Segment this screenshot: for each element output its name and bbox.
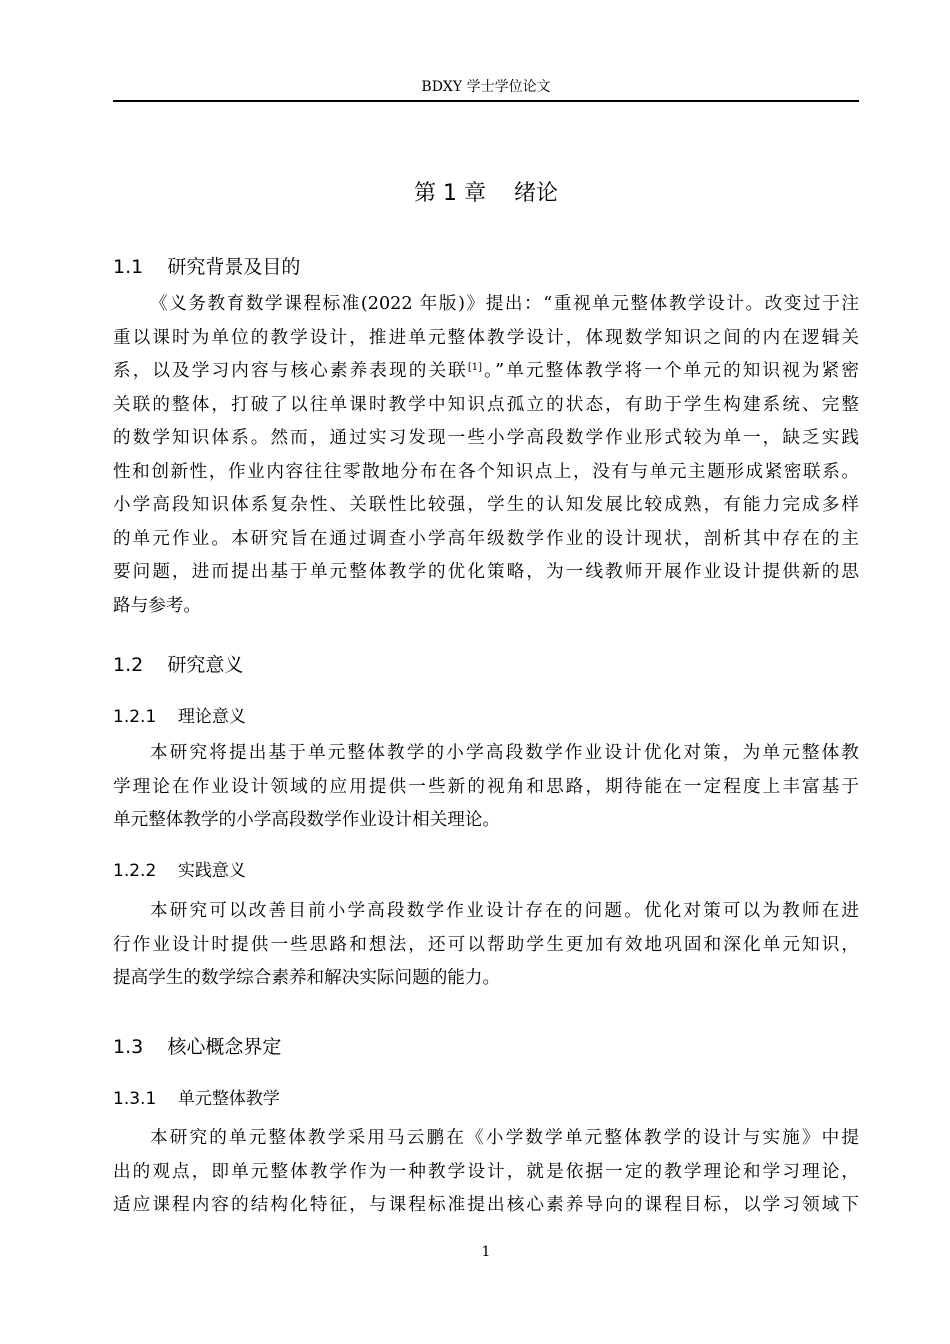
text-line: 性和创新性，作业内容往往零散地分布在各个知识点上，没有与单元主题形成紧密联系。 [113,461,859,482]
text-line: 小学高段知识体系复杂性、关联性比较强，学生的认知发展比较成熟，有能力完成多样 [113,495,859,515]
text-line: 提高学生的数学综合素养和解决实际问题的能力。 [113,968,501,988]
text-line: 要问题，进而提出基于单元整体教学的优化策略，为一线教师开展作业设计提供新的思 [113,562,859,582]
text-line: 的单元作业。本研究旨在通过调查小学高年级数学作业的设计现状，剖析其中存在的主 [113,528,859,549]
text-line: 本研究可以改善目前小学高段数学作业设计存在的问题。优化对策可以为教师在进 [150,901,859,921]
text-line-with-citation [113,355,859,389]
text-line: 适应课程内容的结构化特征，与课程标准提出核心素养导向的课程目标，以学习领域下 [113,1195,859,1215]
text-line: 的数学知识体系。然而，通过实习发现一些小学高段数学作业形式较为单一，缺乏实践 [113,428,859,448]
paragraph-practice [113,895,859,996]
text-line: 本研究的单元整体教学采用马云鹏在《小学数学单元整体教学的设计与实施》中提 [150,1128,859,1148]
header-rule [113,100,859,102]
subsection-heading-1-2-1: 1.2.1 理论意义 [113,707,246,727]
paragraph-background [113,288,859,623]
subsection-heading-1-3-1: 1.3.1 单元整体教学 [113,1089,280,1109]
text-line: 关联的整体，打破了以往单课时教学中知识点孤立的状态，有助于学生构建系统、完整 [113,394,859,415]
text-line: 《义务教育数学课程标准(2022 年版)》提出：“重视单元整体教学设计。改变过于注 [150,294,859,314]
text-line: 学理论在作业设计领域的应用提供一些新的视角和思路，期待能在一定程度上丰富基于 [113,776,859,797]
text-line: 路与参考。 [113,595,201,616]
running-header: BDXY 学士学位论文 [421,79,551,95]
subsection-heading-1-2-2: 1.2.2 实践意义 [113,861,246,881]
text-fragment: 系，以及学习内容与核心素养表现的关联 [113,361,468,381]
section-heading-1-2: 1.2 研究意义 [113,654,244,676]
paragraph-theory [113,737,859,838]
citation-marker: [1] [467,362,483,373]
text-line: 重以课时为单位的教学设计，推进单元整体教学设计，体现数学知识之间的内在逻辑关 [113,327,859,348]
text-line: 行作业设计时提供一些思路和想法，还可以帮助学生更加有效地巩固和深化单元知识， [113,934,859,955]
text-line: 本研究将提出基于单元整体教学的小学高段数学作业设计优化对策，为单元整体教 [150,743,859,763]
text-fragment: 。”单元整体教学将一个单元的知识视为紧密 [482,361,859,381]
section-heading-1-1: 1.1 研究背景及目的 [113,256,301,278]
paragraph-definition [113,1122,859,1223]
text-line: 出的观点，即单元整体教学作为一种教学设计，就是依据一定的教学理论和学习理论， [113,1161,859,1182]
chapter-title: 第 1 章 绪论 [414,181,558,206]
section-heading-1-3: 1.3 核心概念界定 [113,1036,282,1058]
page-number: 1 [481,1244,491,1260]
text-line: 单元整体教学的小学高段数学作业设计相关理论。 [113,810,501,830]
